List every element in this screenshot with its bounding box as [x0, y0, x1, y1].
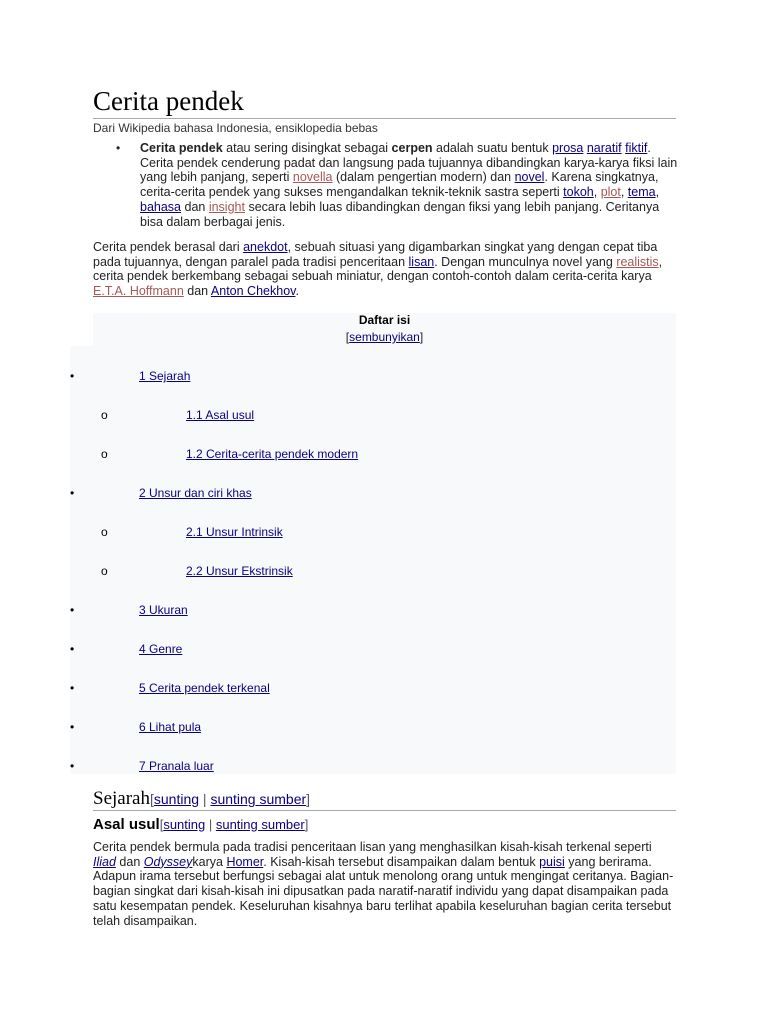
- toc-title: Daftar isi: [358, 313, 411, 327]
- text: secara lebih luas dibandingkan dengan fiksi yang lebih panjang. Ceritanya bisa dalam berbagai jenis.: [140, 199, 660, 229]
- heading-text: Sejarah: [93, 788, 150, 809]
- text: . Cerita pendek cenderung padat dan langsung pada tujuannya dibandingkan karya-karya fiksi lain yang lebih panjang, seperti: [140, 141, 678, 185]
- edit-links: [150, 791, 310, 807]
- edit-link[interactable]: sunting: [163, 817, 206, 832]
- bullet: •: [70, 759, 75, 773]
- bullet: •: [116, 141, 121, 155]
- text: . Kisah-kisah tersebut disampaikan dalam bentuk: [263, 854, 540, 869]
- text: . Karena singkatnya, cerita-cerita pendek yang sukses mengandalkan teknik-teknik sastra seperti: [140, 170, 659, 200]
- heading-text: Asal usul: [93, 816, 160, 833]
- text: yang berirama. Adapun irama tersebut berfungsi sebagai alat untuk menolong orang untuk mengingat ceritanya. Bagian-bagian singkat dari kisah-kisah ini dipusatkan pada naratif-naratif individu yang dapat disampaikan pada satu kesempatan pendek. Keseluruhan kisahnya baru terlihat apabila keseluruhan bagian cerita tersebut telah disampaikan.: [93, 854, 674, 928]
- link-plot[interactable]: plot: [600, 185, 621, 200]
- toc-item-sejarah[interactable]: 1 Sejarah: [139, 369, 191, 383]
- link-anekdot[interactable]: anekdot: [243, 240, 288, 254]
- toc-item-genre[interactable]: 4 Genre: [139, 642, 183, 656]
- sub-bullet: o: [101, 447, 108, 461]
- bracket: ]: [419, 330, 424, 344]
- text: karya: [192, 854, 227, 869]
- text: Cerita pendek bermula pada tradisi penceritaan lisan yang menghasilkan kisah-kisah terkenal seperti: [93, 840, 652, 854]
- toc-item-ukuran[interactable]: 3 Ukuran: [139, 603, 188, 617]
- sub-bullet: o: [101, 564, 108, 578]
- link-eta-hoffmann[interactable]: E.T.A. Hoffmann: [93, 284, 184, 299]
- bracket: ]: [304, 817, 309, 832]
- edit-source-link[interactable]: sunting sumber: [215, 817, 305, 832]
- edit-links: [160, 817, 309, 832]
- text: atau sering disingkat sebagai: [222, 141, 392, 155]
- link-iliad[interactable]: Iliad: [93, 854, 116, 869]
- edit-link[interactable]: sunting: [153, 791, 200, 807]
- text: dan: [183, 284, 211, 299]
- text: Cerita pendek berasal dari: [93, 240, 244, 254]
- text: . Dengan munculnya novel yang: [434, 254, 617, 269]
- bullet: •: [70, 369, 75, 383]
- bullet: •: [70, 603, 75, 617]
- text: , sebuah situasi yang digambarkan singkat yang dengan cepat tiba pada tujuannya, dengan paralel pada tradisi penceritaan: [93, 240, 658, 269]
- link-fiktif[interactable]: fiktif: [625, 141, 648, 155]
- sub-bullet: o: [101, 408, 108, 422]
- bullet: •: [70, 681, 75, 695]
- toc-item-cerita-modern[interactable]: 1.2 Cerita-cerita pendek modern: [186, 447, 359, 461]
- toc-toggle: [93, 330, 676, 344]
- bracket: [: [159, 817, 164, 832]
- toc-item-ekstrinsik[interactable]: 2.2 Unsur Ekstrinsik: [186, 564, 293, 578]
- link-prosa[interactable]: prosa: [552, 141, 584, 155]
- link-tokoh[interactable]: tokoh: [563, 185, 594, 200]
- text: dan: [181, 199, 209, 214]
- toc-item-pranala-luar[interactable]: 7 Pranala luar: [139, 759, 214, 773]
- text: , cerita pendek berkembang sebagai sebuah miniatur, dengan contoh-contoh dalam cerita-cerita karya: [93, 254, 663, 284]
- link-lisan[interactable]: lisan: [408, 254, 435, 269]
- link-novella[interactable]: novella: [292, 170, 333, 185]
- bullet: •: [70, 720, 75, 734]
- text: dan: [115, 854, 144, 869]
- link-naratif[interactable]: naratif: [586, 141, 622, 155]
- page-title: Cerita pendek: [93, 84, 676, 119]
- link-puisi[interactable]: puisi: [539, 854, 565, 869]
- separator: |: [199, 791, 211, 807]
- separator: |: [205, 817, 216, 832]
- link-anton-chekhov[interactable]: Anton Chekhov: [210, 284, 296, 299]
- toc-item-terkenal[interactable]: 5 Cerita pendek terkenal: [139, 681, 270, 695]
- text: (dalam pengertian modern) dan: [332, 170, 515, 185]
- tagline: Dari Wikipedia bahasa Indonesia, ensiklopedia bebas: [93, 121, 378, 135]
- bullet: •: [70, 642, 75, 656]
- bullet: •: [70, 486, 75, 500]
- text: .: [295, 284, 299, 299]
- paragraph-asal-usul: [93, 840, 678, 928]
- text: adalah suatu bentuk: [432, 141, 553, 155]
- bracket: [: [149, 791, 154, 807]
- section-heading-sejarah: [93, 788, 676, 811]
- toc-item-unsur[interactable]: 2 Unsur dan ciri khas: [139, 486, 252, 500]
- paragraph-origin: [93, 240, 678, 299]
- intro-list: [93, 141, 678, 229]
- link-odyssey[interactable]: Odyssey: [143, 854, 193, 869]
- edit-source-link[interactable]: sunting sumber: [210, 791, 307, 807]
- link-novel[interactable]: novel: [514, 170, 545, 185]
- link-homer[interactable]: Homer: [226, 854, 264, 869]
- link-bahasa[interactable]: bahasa: [140, 199, 182, 214]
- sub-bullet: o: [101, 525, 108, 539]
- bold-term: cerpen: [391, 141, 433, 155]
- bold-term: Cerita pendek: [140, 141, 223, 155]
- intro-paragraph: • Cerita pendek atau sering disingkat sebagai cerpen adalah suatu bentuk prosa naratif fiktif. Cerita pendek cenderung padat dan langsung pada tujuannya dibandingkan karya-karya fiksi lain yang lebih panjang, seperti novella (dalam pengertian modern) dan novel. Karena singkatnya, cerita-cerita pendek yang sukses mengandalkan teknik-teknik sastra seperti tokoh, plot, tema, bahasa dan insight secara lebih luas dibandingkan dengan fiksi yang lebih panjang. Ceritanya bisa dalam berbagai jenis.: [116, 141, 678, 229]
- toc-list-box: [70, 346, 676, 774]
- bracket: ]: [306, 791, 311, 807]
- link-insight[interactable]: insight: [208, 199, 245, 214]
- toc-hide-link[interactable]: sembunyikan: [349, 330, 420, 344]
- toc-item-asal-usul[interactable]: 1.1 Asal usul: [186, 408, 255, 422]
- toc-item-lihat-pula[interactable]: 6 Lihat pula: [139, 720, 202, 734]
- bracket: [: [345, 330, 350, 344]
- toc-item-intrinsik[interactable]: 2.1 Unsur Intrinsik: [186, 525, 283, 539]
- link-tema[interactable]: tema: [627, 185, 656, 200]
- link-realistis[interactable]: realistis: [616, 254, 659, 269]
- subsection-heading-asal-usul: [93, 816, 308, 834]
